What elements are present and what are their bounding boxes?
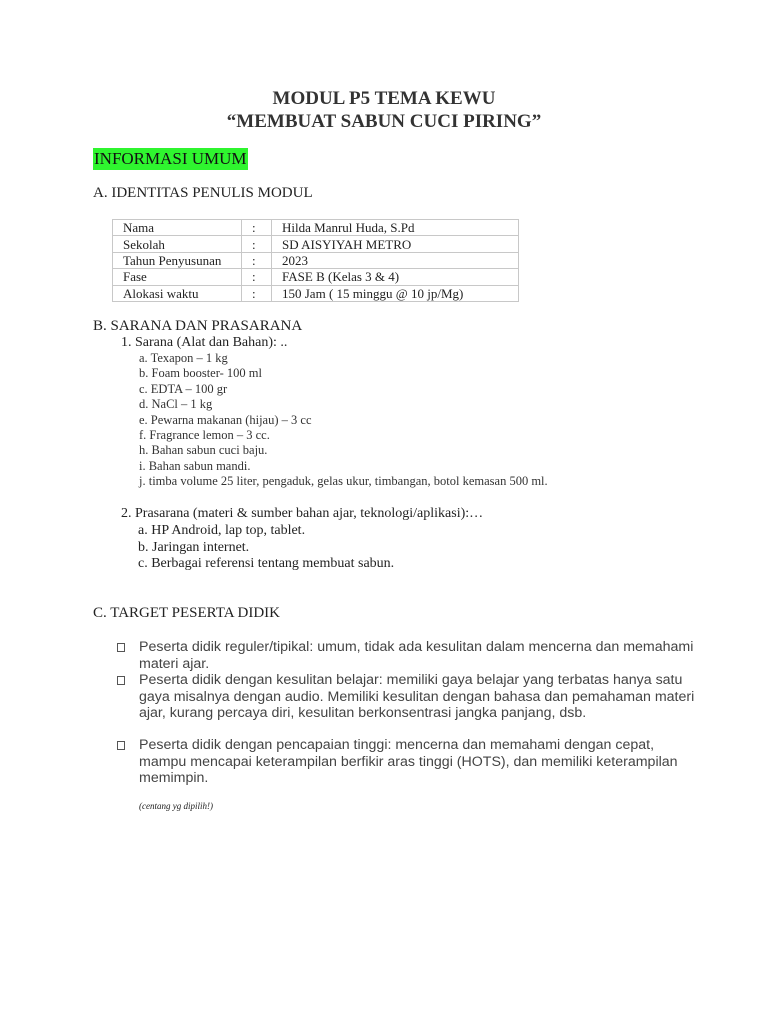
list-item: b. Jaringan internet. [138, 540, 250, 555]
list-item: c. Berbagai referensi tentang membuat sabun. [138, 556, 395, 571]
list-item: a. Texapon – 1 kg [139, 351, 228, 365]
list-item: c. EDTA – 100 gr [139, 382, 228, 396]
list-item: f. Fragrance lemon – 3 cc. [139, 428, 270, 442]
table-cell-value: Hilda Manrul Huda, S.Pd [272, 220, 519, 236]
table-cell-sep: : [242, 236, 272, 252]
table-row [113, 285, 519, 301]
table-cell-label: Sekolah [113, 236, 242, 252]
table-cell-label: Fase [113, 269, 242, 285]
table-cell-sep: : [242, 269, 272, 285]
section-b-heading: B. SARANA DAN PRASARANA [93, 318, 303, 334]
section-c-heading: C. TARGET PESERTA DIDIK [93, 605, 280, 621]
list-item: e. Pewarna makanan (hijau) – 3 cc [139, 413, 312, 427]
note-text: (centang yg dipilih!) [139, 801, 213, 811]
table-cell-label: Tahun Penyusunan [113, 252, 242, 268]
table-cell-label: Alokasi waktu [113, 285, 242, 301]
list-item: a. HP Android, lap top, tablet. [138, 523, 306, 538]
identity-table [112, 219, 519, 302]
section-informasi-umum: INFORMASI UMUM [94, 149, 247, 168]
prasarana-title: 2. Prasarana (materi & sumber bahan ajar, teknologi/aplikasi):… [121, 506, 484, 521]
checkbox-icon [117, 643, 125, 652]
list-item: j. timba volume 25 liter, pengaduk, gelas ukur, timbangan, botol kemasan 500 ml. [139, 474, 548, 488]
page-title-line-1: MODUL P5 TEMA KEWU [272, 88, 496, 109]
table-row [113, 236, 519, 252]
list-item: h. Bahan sabun cuci baju. [139, 443, 268, 457]
table-cell-sep: : [242, 285, 272, 301]
bullet-text: Peserta didik dengan pencapaian tinggi: mencerna dan memahami dengan cepat, mampu mencapai keterampilan berfikir aras tinggi (HOTS), dan memiliki keterampilan memimpin. [139, 737, 678, 787]
bullet-text: Peserta didik reguler/tipikal: umum, tidak ada kesulitan dalam mencerna dan memahami materi ajar. [139, 639, 694, 672]
table-row [113, 252, 519, 268]
table-row [113, 269, 519, 285]
table-cell-label: Nama [113, 220, 242, 236]
list-item: d. NaCl – 1 kg [139, 397, 213, 411]
list-item: i. Bahan sabun mandi. [139, 459, 251, 473]
page-title-line-2: “MEMBUAT SABUN CUCI PIRING” [226, 111, 542, 132]
sarana-title: 1. Sarana (Alat dan Bahan): .. [121, 335, 288, 350]
checkbox-icon [117, 676, 125, 685]
section-a-heading: A. IDENTITAS PENULIS MODUL [93, 185, 313, 201]
table-row [113, 220, 519, 236]
list-item: b. Foam booster- 100 ml [139, 366, 263, 380]
table-cell-sep: : [242, 220, 272, 236]
table-cell-value: FASE B (Kelas 3 & 4) [272, 269, 519, 285]
table-cell-value: 150 Jam ( 15 minggu @ 10 jp/Mg) [272, 285, 519, 301]
checkbox-icon [117, 741, 125, 750]
bullet-text: Peserta didik dengan kesulitan belajar: memiliki gaya belajar yang terbatas hanya satu gaya misalnya dengan audio. Memiliki kesulitan dengan bahasa dan pemahaman materi ajar, kurang percaya diri, kesulitan berkonsentrasi jangka panjang, dsb. [139, 672, 695, 722]
table-cell-value: SD AISYIYAH METRO [272, 236, 519, 252]
table-cell-sep: : [242, 252, 272, 268]
table-cell-value: 2023 [272, 252, 519, 268]
